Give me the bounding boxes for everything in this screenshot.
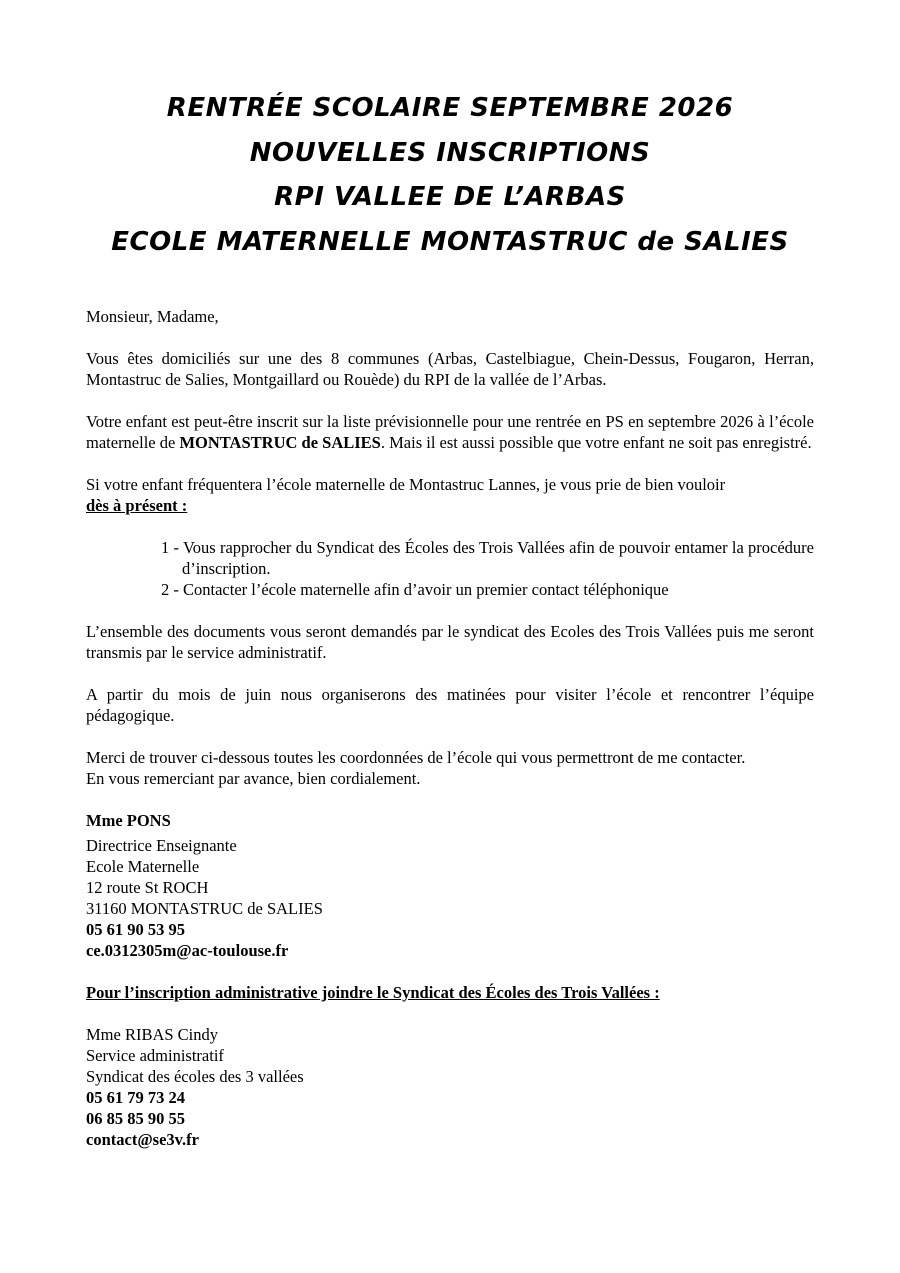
- paragraph-liste-text-2: . Mais il est aussi possible que votre enfant ne soit pas enregistré.: [380, 433, 812, 452]
- paragraph-request-emphasis: dès à présent :: [86, 496, 188, 515]
- title-line-1: RENTRÉE SCOLAIRE SEPTEMBRE 2026: [166, 93, 734, 123]
- school-contact-org: Ecole Maternelle: [86, 857, 200, 876]
- paragraph-communes: Vous êtes domiciliés sur une des 8 communes (Arbas, Castelbiague, Chein-Dessus, Fougaron, Herran, Montastruc de Salies, Montgaillard ou Rouède) du RPI de la vallée de l’Arbas.: [86, 349, 814, 389]
- paragraph-request: Si votre enfant fréquentera l’école maternelle de Montastruc Lannes, je vous prie de bien vouloir: [86, 475, 726, 494]
- school-contact-name: Mme PONS: [86, 811, 171, 830]
- greeting: Monsieur, Madame,: [86, 307, 219, 326]
- admin-contact-phone-2: 06 85 85 90 55: [86, 1109, 185, 1128]
- paragraph-closing: En vous remerciant par avance, bien cordialement.: [86, 769, 421, 788]
- admin-heading: Pour l’inscription administrative joindre le Syndicat des Écoles des Trois Vallées :: [86, 983, 660, 1002]
- admin-contact-block: [86, 1024, 814, 1150]
- school-contact-city: 31160 MONTASTRUC de SALIES: [86, 899, 323, 918]
- admin-contact-name: Mme RIBAS Cindy: [86, 1025, 219, 1044]
- admin-contact-email: contact@se3v.fr: [86, 1130, 199, 1149]
- list-item: 2 - Contacter l’école maternelle afin d’avoir un premier contact téléphonique: [161, 580, 669, 599]
- paragraph-contact: Merci de trouver ci-dessous toutes les coordonnées de l’école qui vous permettront de me contacter.: [86, 748, 746, 767]
- paragraph-liste-text-1: Votre enfant est peut-être inscrit sur la liste prévisionnelle pour une rentrée en PS en septembre 2026 à l’école maternelle de: [86, 412, 814, 452]
- title-line-2: NOUVELLES INSCRIPTIONS: [249, 137, 651, 168]
- admin-contact-phone-1: 05 61 79 73 24: [86, 1088, 185, 1107]
- list-item: 1 - Vous rapprocher du Syndicat des Écoles des Trois Vallées afin de pouvoir entamer la procédure d’inscription.: [161, 538, 814, 578]
- school-name-bold: MONTASTRUC de SALIES: [179, 433, 381, 452]
- paragraph-liste: [86, 411, 814, 453]
- school-contact-role: Directrice Enseignante: [86, 836, 237, 855]
- letter-body: [86, 306, 814, 1150]
- title-line-4: ECOLE MATERNELLE MONTASTRUC de SALIES: [111, 226, 789, 257]
- admin-contact-role: Service administratif: [86, 1046, 224, 1065]
- steps-list: [161, 537, 814, 600]
- school-contact-phone: 05 61 90 53 95: [86, 920, 185, 939]
- paragraph-visits: A partir du mois de juin nous organiserons des matinées pour visiter l’école et rencontrer l’équipe pédagogique.: [86, 685, 814, 725]
- admin-contact-org: Syndicat des écoles des 3 vallées: [86, 1067, 304, 1086]
- title-line-3: RPI VALLEE DE L’ARBAS: [274, 182, 626, 212]
- document-title-block: [0, 86, 900, 264]
- school-contact-email: ce.0312305m@ac-toulouse.fr: [86, 941, 289, 960]
- school-contact-street: 12 route St ROCH: [86, 878, 209, 897]
- paragraph-documents: L’ensemble des documents vous seront demandés par le syndicat des Ecoles des Trois Vallées puis me seront transmis par le service administratif.: [86, 622, 814, 662]
- school-contact-block: [86, 810, 814, 961]
